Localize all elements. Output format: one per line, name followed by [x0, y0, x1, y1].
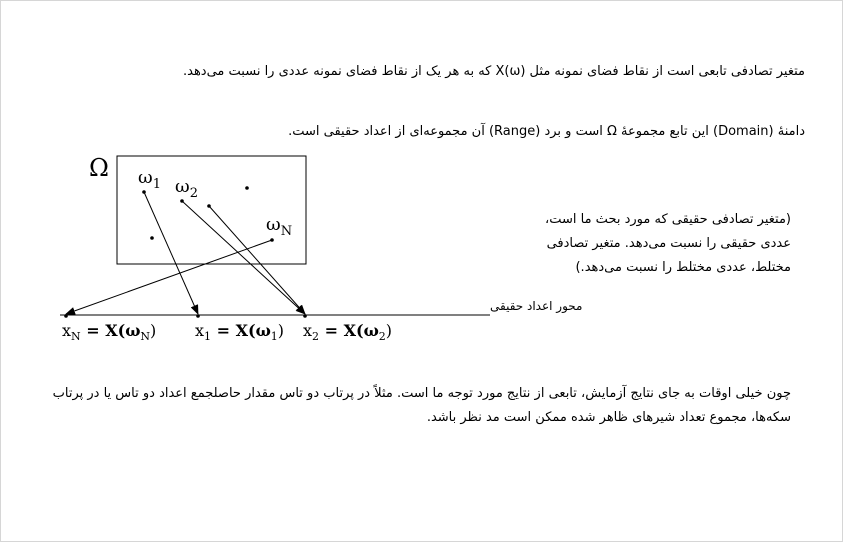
arrow-extra-to-x2 [209, 206, 305, 314]
outcome-paragraph: چون خیلی اوقات به جای نتایج آزمایش، تابعی از نتایج مورد توجه ما است. مثلاً در پرتاب دو تاس مقدار حاصلجمع اعداد دو تاس یا در پرتاب سکه‌ها، مجموع تعداد شیرهای ظاهر شده ممکن است مد نظر باشد. [52, 386, 791, 425]
omega-set-label: Ω [89, 154, 109, 182]
xn-equation: = X(ω [80, 321, 141, 340]
axis-point-x1 [196, 314, 200, 318]
omega-n-subscript: N [280, 224, 293, 239]
note-line-1: (متغیر تصادفی حقیقی که مورد بحث ما است، [545, 212, 791, 227]
xn-label [62, 321, 156, 343]
x1-equation: = X(ω [211, 321, 271, 340]
xn-subscript: N [71, 330, 81, 343]
arrow-omega-n-to-xn [66, 240, 272, 314]
note-line-2: عددی حقیقی را نسبت می‌دهد. متغیر تصادفی [546, 236, 791, 251]
axis-point-x2 [303, 314, 307, 318]
x2-subscript: 2 [312, 330, 320, 343]
omega-2-symbol: ω [175, 176, 190, 197]
axis-label: محور اعداد حقیقی [490, 299, 583, 313]
omega-2-subscript: 2 [189, 186, 198, 201]
omega-1-symbol: ω [138, 167, 153, 188]
x1-close-paren: ) [277, 321, 285, 340]
x2-symbol: x [303, 321, 313, 340]
axis-point-xn [64, 314, 68, 318]
omega-2-label [175, 176, 198, 201]
x2-equation: = X(ω [319, 321, 379, 340]
omega-1-subscript: 1 [152, 177, 161, 192]
x2-close-paren: ) [385, 321, 393, 340]
x1-symbol: x [195, 321, 205, 340]
omega-1-label [138, 167, 161, 192]
x1-label [195, 321, 284, 343]
omega-n-symbol: ω [266, 214, 281, 235]
xn-close-paren: ) [150, 321, 157, 340]
point-extra-1 [245, 186, 249, 190]
arrow-omega-2-to-x2 [182, 201, 305, 314]
x2-equation-subscript: 2 [378, 330, 386, 343]
x1-subscript: 1 [204, 330, 212, 343]
xn-equation-subscript: N [140, 330, 151, 343]
note-line-3: مختلط، عددی مختلط را نسبت می‌دهد.) [575, 260, 791, 275]
x1-equation-subscript: 1 [270, 330, 278, 343]
arrow-omega-1-to-x1 [144, 192, 198, 314]
xn-symbol: x [62, 321, 72, 340]
omega-n-label [266, 214, 292, 239]
definition-paragraph: متغیر تصادفی تابعی است از نقاط فضای نمونه مثل X(ω) که به هر یک از نقاط فضای نمونه عددی را نسبت می‌دهد. [183, 64, 805, 79]
point-extra-2 [150, 236, 154, 240]
domain-range-paragraph: دامنهٔ (Domain) این تابع مجموعهٔ Ω است و برد (Range) آن مجموعه‌ای از اعداد حقیقی است. [288, 124, 805, 139]
x2-label [303, 321, 392, 343]
